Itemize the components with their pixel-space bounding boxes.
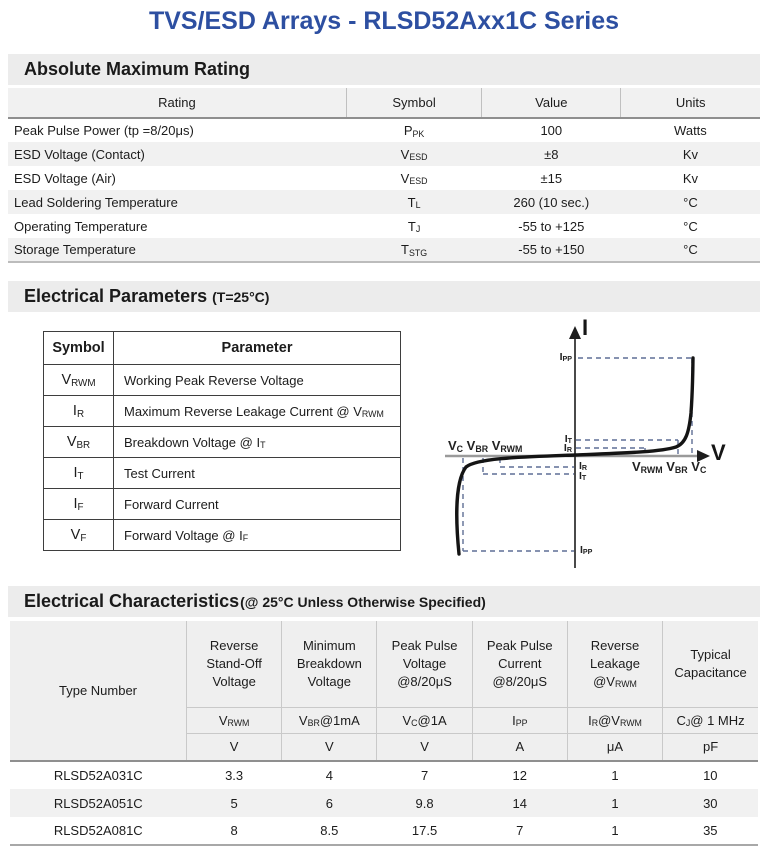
table-header-row xyxy=(10,621,758,707)
type-number-cell: RLSD52A051C xyxy=(53,795,143,811)
value-cell: 1 xyxy=(567,817,662,845)
units-cell: Watts xyxy=(674,123,707,138)
rating-cell: Storage Temperature xyxy=(8,238,346,262)
section-header-electrical-parameters xyxy=(8,281,760,312)
table-row xyxy=(10,817,758,845)
column-header-value: Value xyxy=(482,88,621,118)
header-line: Typical xyxy=(690,647,731,663)
section-header-electrical-characteristics xyxy=(8,586,760,617)
symbol-cell: $V_{ESD}$ xyxy=(400,170,428,187)
symbol-cell: $V_F$ xyxy=(44,520,114,551)
symbol-cell: $V_{RWM}$ xyxy=(44,365,114,396)
unit-header-cell: A xyxy=(472,733,567,761)
table-row xyxy=(8,166,760,190)
header-line: Voltage xyxy=(307,673,352,689)
param-header-cell xyxy=(187,621,282,707)
value-cell: 35 xyxy=(663,817,758,845)
header-line: Voltage xyxy=(402,655,447,671)
table-row xyxy=(8,238,760,262)
param-header-cell xyxy=(567,621,662,707)
type-number-cell: RLSD52A031C xyxy=(53,768,143,783)
table-row xyxy=(44,489,401,520)
value-cell: 9.8 xyxy=(415,795,434,811)
param-header-cell xyxy=(377,621,472,707)
type-number-cell: RLSD52A081C xyxy=(10,817,187,845)
ir-upper-label: $I_R$ xyxy=(563,442,572,455)
parameter-cell: Test Current xyxy=(114,458,401,489)
header-line: Breakdown xyxy=(296,655,362,671)
ipp-bottom-label: $I_{PP}$ xyxy=(580,544,593,557)
header-line: @8/20μS xyxy=(492,673,548,689)
value-cell: 3.3 xyxy=(225,768,244,783)
header-line: Peak Pulse xyxy=(391,638,458,654)
unit-header-cell: pF xyxy=(663,733,758,761)
header-line: Minimum xyxy=(302,638,356,654)
symbol-cell: $I_F$ xyxy=(44,489,114,520)
table-row xyxy=(10,761,758,789)
column-header-rating: Rating xyxy=(8,88,346,118)
value-cell: 17.5 xyxy=(377,817,472,845)
value-cell: 8 xyxy=(187,817,282,845)
x-axis-label: V xyxy=(711,440,726,465)
it-lower-label: $I_T$ xyxy=(579,470,587,483)
header-line: Reverse xyxy=(590,638,640,654)
parameter-cell: Maximum Reverse Leakage Current @ $V_{RWM}$ xyxy=(114,396,401,427)
absolute-maximum-rating-table xyxy=(8,88,760,263)
table-row xyxy=(44,520,401,551)
ipp-top-label: $I_{PP}$ xyxy=(559,351,572,364)
value-cell: 14 xyxy=(512,795,528,811)
value-cell: 12 xyxy=(512,768,528,783)
positive-voltage-labels: $V_{RWM}$ $V_{BR}$ $V_C$ xyxy=(632,459,707,475)
section-title: Electrical Characteristics xyxy=(24,591,240,611)
column-header-parameter: Parameter xyxy=(114,332,401,365)
table-row xyxy=(44,396,401,427)
value-cell: 7 xyxy=(420,768,429,783)
rating-cell: Lead Soldering Temperature xyxy=(14,194,178,210)
param-header-cell xyxy=(472,621,567,707)
symbol-cell: $I_T$ xyxy=(44,458,114,489)
header-line: Stand-Off xyxy=(206,655,262,671)
section-subtitle: (T=25°C) xyxy=(212,288,270,305)
header-line: Leakage xyxy=(590,655,640,671)
value-cell: 260 (10 sec.) xyxy=(513,194,590,210)
value-cell: 1 xyxy=(611,768,619,783)
column-header-symbol: Symbol xyxy=(346,88,481,118)
type-number-header-cell: Type Number xyxy=(10,621,187,761)
units-cell: °C xyxy=(683,194,698,210)
column-header-units: Units xyxy=(621,88,760,118)
value-cell: ±8 xyxy=(544,146,559,162)
section-title: Electrical Parameters xyxy=(24,286,208,306)
electrical-parameters-table xyxy=(43,331,401,551)
rating-cell: ESD Voltage (Air) xyxy=(14,170,116,186)
page-title: TVS/ESD Arrays - RLSD52Axx1C Series xyxy=(148,7,620,35)
units-cell: °C xyxy=(621,238,760,262)
symbol-header-cell: $V_{RWM}$ xyxy=(187,707,282,733)
header-line: Capacitance xyxy=(674,664,747,680)
param-header-cell xyxy=(663,621,758,707)
value-cell: 30 xyxy=(703,795,718,811)
unit-header-cell: V xyxy=(377,733,472,761)
header-line: @8/20μS xyxy=(397,673,452,689)
table-header-row xyxy=(44,332,401,365)
table-row xyxy=(44,427,401,458)
symbol-cell: $P_{PK}$ xyxy=(403,123,425,139)
column-header-symbol: Symbol xyxy=(44,332,114,365)
table-row xyxy=(8,214,760,238)
value-cell: 1 xyxy=(611,795,619,811)
value-cell: 4 xyxy=(325,768,333,783)
table-row xyxy=(8,118,760,142)
table-row xyxy=(44,458,401,489)
units-cell: Kv xyxy=(682,146,699,162)
value-cell: -55 to +150 xyxy=(482,238,621,262)
negative-voltage-labels: $V_C$ $V_{BR}$ $V_{RWM}$ xyxy=(448,438,523,454)
section-subtitle: (@ 25°C Unless Otherwise Specified) xyxy=(240,593,486,610)
rating-cell: Peak Pulse Power (tp =8/20μs) xyxy=(14,123,194,138)
units-cell: °C xyxy=(683,218,698,234)
value-cell: ±15 xyxy=(540,170,563,186)
value-cell: 6 xyxy=(325,795,333,811)
unit-header-cell: μA xyxy=(567,733,662,761)
unit-header-cell: V xyxy=(187,733,282,761)
value-cell: 8.5 xyxy=(282,817,377,845)
table-row xyxy=(8,142,760,166)
value-cell: 5 xyxy=(230,795,238,811)
electrical-parameters-section xyxy=(0,312,768,570)
table-row xyxy=(8,190,760,214)
rating-cell: ESD Voltage (Contact) xyxy=(14,146,145,162)
parameter-cell: Breakdown Voltage @ $I_T$ xyxy=(114,427,401,458)
ir-lower-label: $I_R$ xyxy=(579,460,588,473)
it-upper-label: $I_T$ xyxy=(564,433,572,446)
parameter-cell: Working Peak Reverse Voltage xyxy=(114,365,401,396)
rating-cell: Operating Temperature xyxy=(14,218,148,234)
value-cell: 7 xyxy=(472,817,567,845)
symbol-header-cell: $V_{BR}@1mA$ xyxy=(282,707,377,733)
vi-characteristic-diagram xyxy=(440,315,768,570)
y-axis-label: I xyxy=(582,315,589,340)
parameter-cell: Forward Voltage @ $I_F$ xyxy=(114,520,401,551)
symbol-header-cell: $I_{PP}$ xyxy=(472,707,567,733)
table-header-row xyxy=(8,88,760,118)
symbol-cell: $T_J$ xyxy=(407,218,421,235)
units-cell: Kv xyxy=(682,170,699,186)
symbol-cell: $T_L$ xyxy=(407,194,421,211)
parameter-cell: Forward Current xyxy=(114,489,401,520)
symbol-header-cell: $C_J@$ 1 MHz xyxy=(663,707,758,733)
header-line: Reverse xyxy=(209,638,259,654)
symbol-header-cell: $V_C@1A$ xyxy=(377,707,472,733)
datasheet-page xyxy=(0,7,768,846)
value-cell: -55 to +125 xyxy=(518,218,585,234)
symbol-cell: $T_{STG}$ xyxy=(346,238,481,262)
table-row xyxy=(10,789,758,817)
electrical-characteristics-table xyxy=(10,621,758,846)
table-row xyxy=(44,365,401,396)
section-header-absolute-maximum-rating xyxy=(8,54,760,85)
header-line: Peak Pulse xyxy=(486,638,553,654)
section-title: Absolute Maximum Rating xyxy=(24,59,251,79)
symbol-cell: $I_R$ xyxy=(44,396,114,427)
value-cell: 10 xyxy=(703,768,718,783)
value-cell: 100 xyxy=(540,123,563,138)
symbol-cell: $V_{ESD}$ xyxy=(400,146,428,163)
header-line: Voltage xyxy=(212,673,256,689)
param-header-cell xyxy=(282,621,377,707)
unit-header-cell: V xyxy=(282,733,377,761)
symbol-header-cell: $I_R@V_{RWM}$ xyxy=(567,707,662,733)
symbol-cell: $V_{BR}$ xyxy=(44,427,114,458)
header-line: $@V_{RWM}$ xyxy=(593,673,637,690)
header-line: Current xyxy=(498,655,542,671)
